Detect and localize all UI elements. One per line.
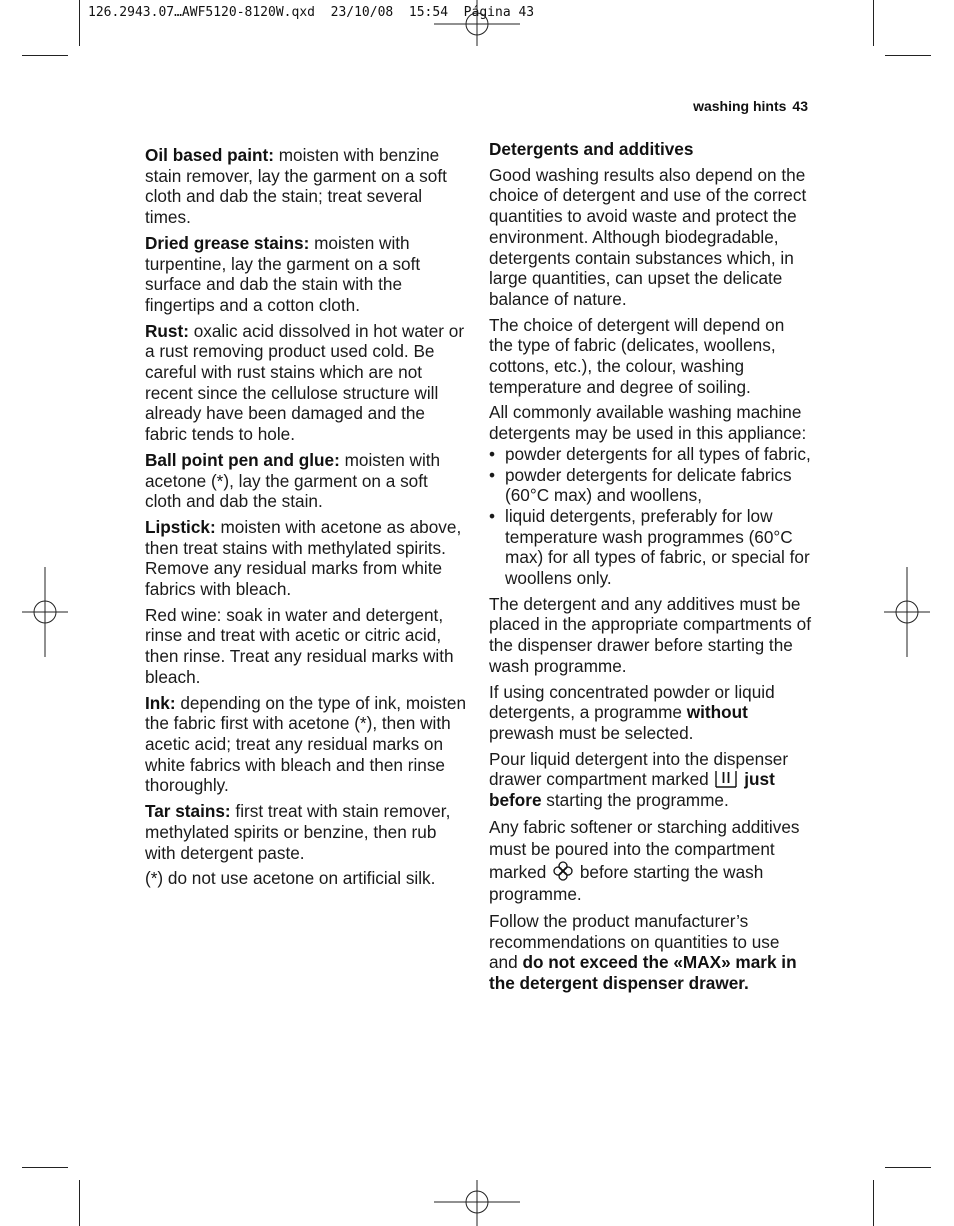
description: moisten with benzine stain remover, lay the garment on a soft cloth and dab the stain; treat several times. [145, 145, 447, 228]
text: starting the programme. [541, 790, 729, 811]
paragraph [489, 749, 811, 811]
rust-paragraph [145, 321, 467, 445]
ink-paragraph [145, 693, 467, 797]
registration-mark-icon [432, 1180, 522, 1226]
registration-mark-icon [884, 567, 932, 657]
list-item: • powder detergents for all types of fabric, [489, 444, 811, 465]
crop-mark [885, 1167, 931, 1168]
term: Rust: [145, 320, 189, 341]
text: Follow the product manufacturer’s recommendations on quantities to use and [489, 910, 780, 973]
term: Tar stains: [145, 801, 231, 822]
crop-mark [22, 55, 68, 56]
paragraph [489, 816, 811, 906]
detergent-list [489, 444, 811, 589]
description: moisten with turpentine, lay the garment on a soft surface and dab the stain with the fingertips and a cotton cloth. [145, 232, 421, 315]
tar-paragraph [145, 801, 467, 863]
paragraph: All commonly available washing machine detergents may be used in this appliance: [489, 402, 807, 444]
paragraph [489, 911, 811, 994]
crop-mark [885, 55, 931, 56]
term: Lipstick: [145, 516, 216, 537]
emphasis: do not exceed the «MAX» mark in the detergent dispenser drawer. [489, 952, 797, 993]
pen-glue-paragraph [145, 450, 467, 512]
description: moisten with acetone (*), lay the garment on a soft cloth and dab the stain. [145, 449, 441, 512]
text: before starting the wash programme. [489, 861, 764, 905]
page-number: 43 [792, 98, 808, 114]
footnote: (*) do not use acetone on artificial silk. [145, 868, 436, 889]
crop-mark [79, 1180, 80, 1226]
text: Any fabric softener or starching additives must be poured into the compartment marked [489, 816, 800, 882]
text: prewash must be selected. [489, 722, 694, 743]
paragraph: The choice of detergent will depend on the type of fabric (delicates, woollens, cottons, etc.), the colour, washing temperature and degree of soiling. [489, 314, 785, 397]
detergents-column [489, 139, 811, 999]
term: Ink: [145, 692, 176, 713]
description: moisten with acetone as above, then treat stains with methylated spirits. Remove any residual marks from white fabrics with bleach. [145, 516, 462, 600]
description: oxalic acid dissolved in hot water or a rust removing product used cold. Be careful with rust stains which are not recent since the cellulose structure will already have been damaged and the fabric tends to hole. [145, 320, 465, 445]
crop-mark [873, 0, 874, 46]
list-item: • powder detergents for delicate fabrics (60°C max) and woollens, [489, 465, 811, 506]
section-heading: Detergents and additives [489, 139, 694, 159]
crop-mark [79, 0, 80, 46]
emphasis: without [686, 702, 748, 723]
term: Oil based paint: [145, 145, 274, 165]
running-head [693, 98, 808, 114]
description: first treat with stain remover, methylated spirits or benzine, then rub with detergent paste. [145, 801, 451, 863]
description: depending on the type of ink, moisten the fabric first with acetone (*), then with acetic acid; treat any residual marks on white fabrics with bleach and then rinse thoroughly. [145, 692, 467, 796]
term: Ball point pen and glue: [145, 449, 340, 470]
paragraph: The detergent and any additives must be placed in the appropriate compartments of the dispenser drawer before starting the wash programme. [489, 593, 811, 676]
emphasis: just before [489, 769, 775, 811]
fabric-softener-flower-icon [553, 861, 573, 881]
grease-paragraph [145, 233, 467, 316]
section-title: washing hints [693, 98, 787, 114]
text: If using concentrated powder or liquid detergents, a programme [489, 681, 775, 723]
registration-mark-icon [432, 0, 522, 48]
oil-paint-paragraph [145, 145, 467, 228]
stain-removal-column [145, 145, 467, 894]
registration-mark-icon [22, 567, 70, 657]
wash-compartment-icon [715, 770, 737, 788]
crop-mark [22, 1167, 68, 1168]
red-wine-paragraph: Red wine: soak in water and detergent, rinse and treat with acetic or citric acid, then rinse. Treat any residual marks with bleach. [145, 604, 454, 687]
term: Dried grease stains: [145, 232, 310, 253]
print-slug: 126.2943.07…AWF5120-8120W.qxd 23/10/08 15:54 Página 43 [88, 5, 535, 20]
list-item: • liquid detergents, preferably for low temperature wash programmes (60°C max) for all types of fabric, or special for woollens only. [489, 506, 811, 589]
lipstick-paragraph [145, 517, 467, 600]
text: Pour liquid detergent into the dispenser drawer compartment marked [489, 748, 789, 790]
crop-mark [873, 1180, 874, 1226]
paragraph [489, 682, 811, 744]
paragraph: Good washing results also depend on the choice of detergent and use of the correct quantities to avoid waste and protect the environment. Although biodegradable, detergents contain substances which, in large quantities, can upset the delicate balance of nature. [489, 164, 807, 309]
